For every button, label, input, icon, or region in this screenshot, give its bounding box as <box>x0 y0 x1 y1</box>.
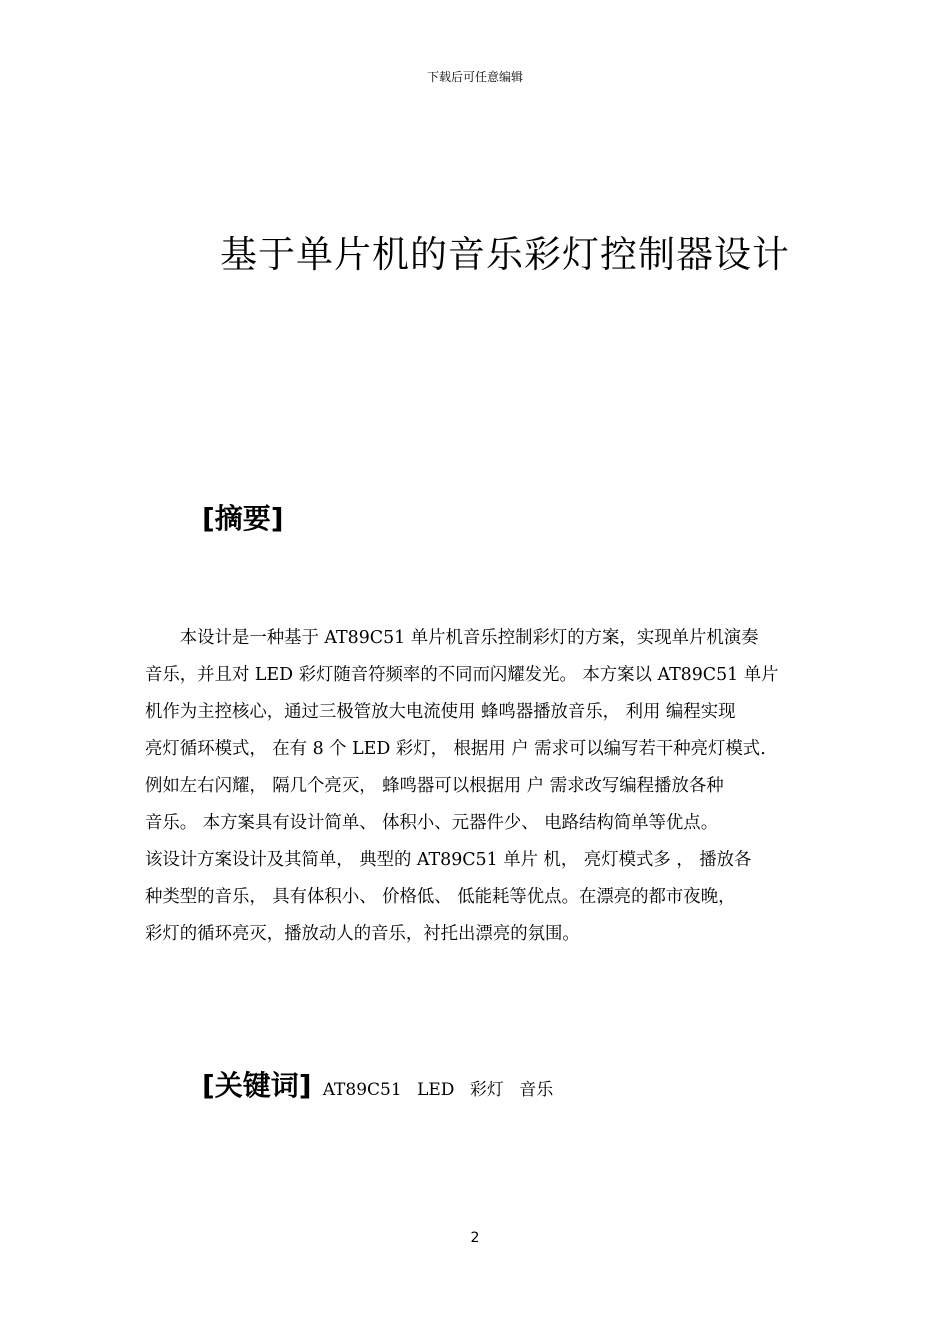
abstract-line: 亮灯循环模式， 在有 8 个 LED 彩灯， 根据用 户 需求可以编写若干种亮灯模式. <box>145 739 766 759</box>
keyword: AT89C51 <box>322 1080 402 1100</box>
keyword: 彩灯 <box>469 1080 504 1100</box>
keywords-heading: [关键词] <box>202 1069 312 1102</box>
keyword: 音乐 <box>519 1080 554 1100</box>
abstract-line: 彩灯的循环亮灭，播放动人的音乐，衬托出漂亮的氛围。 <box>145 924 580 944</box>
abstract-line: 例如左右闪耀， 隔几个亮灭， 蜂鸣器可以根据用 户 需求改写编程播放各种 <box>145 776 724 796</box>
abstract-heading: [摘要] <box>202 502 284 535</box>
abstract-body <box>145 620 813 953</box>
keywords-list <box>323 1080 564 1100</box>
abstract-line: 音乐，并且对 LED 彩灯随音符频率的不同而闪耀发光。 本方案以 AT89C51 单片 <box>145 665 779 685</box>
abstract-line: 本设计是一种基于 AT89C51 单片机音乐控制彩灯的方案，实现单片机演奏 <box>145 628 759 648</box>
abstract-line: 种类型的音乐， 具有体积小、 价格低、 低能耗等优点。在漂亮的都市夜晚， <box>145 887 736 907</box>
abstract-line: 机作为主控核心，通过三极管放大电流使用 蜂鸣器播放音乐， 利用 编程实现 <box>145 702 736 722</box>
keyword: LED <box>417 1080 455 1100</box>
abstract-line: 音乐。 本方案具有设计简单、 体积小、元器件少、 电路结构简单等优点。 <box>145 813 719 833</box>
document-title: 基于单片机的音乐彩灯控制器设计 <box>220 233 790 276</box>
keywords-section <box>202 1064 563 1104</box>
header-note: 下载后可任意编辑 <box>426 70 523 84</box>
abstract-line: 该设计方案设计及其简单， 典型的 AT89C51 单片 机， 亮灯模式多 ， 播放各 <box>145 850 752 870</box>
page-number: 2 <box>470 1230 480 1246</box>
